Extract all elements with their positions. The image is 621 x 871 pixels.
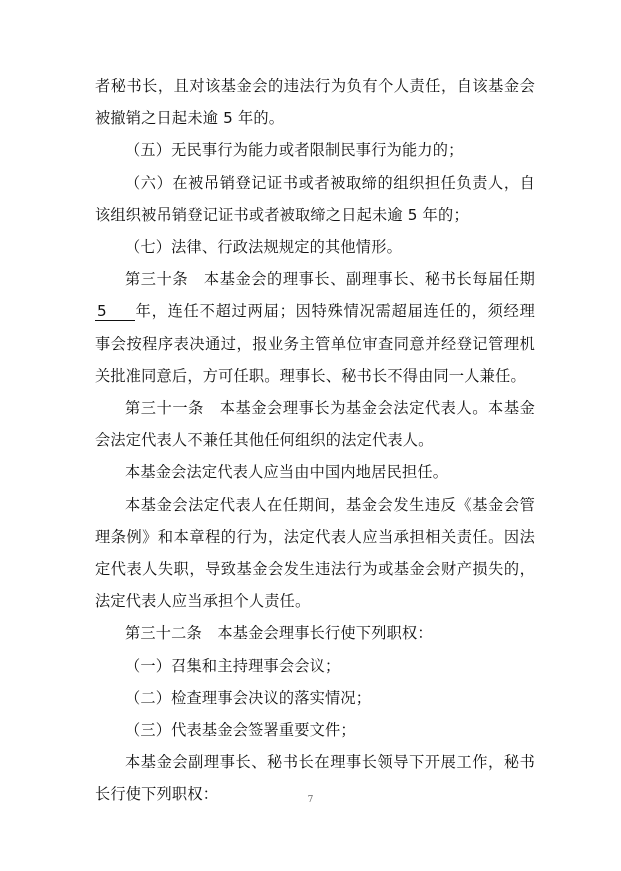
body-text [95,70,535,811]
paragraph-item-five: （五）无民事行为能力或者限制民事行为能力的； [125,141,464,160]
chair-power-three: （三）代表基金会签署重要文件； [125,721,356,740]
paragraph-continuation: 者秘书长，且对该基金会的违法行为负有个人责任，自该基金会被撤销之日起未逾 5 年的。 [95,77,535,128]
chair-power-two: （二）检查理事会决议的落实情况； [125,688,372,707]
term-years-blank: 5 [95,302,135,321]
article-thirty-one: 第三十一条 本基金会理事长为基金会法定代表人。本基金会法定代表人不兼任其他任何组织的法定代表人。 [95,399,535,450]
paragraph-item-seven: （七）法律、行政法规规定的其他情形。 [125,238,402,257]
article-thirty [95,263,535,392]
page-number: 7 [307,795,314,805]
chair-power-one: （一）召集和主持理事会会议； [125,656,341,675]
paragraph-item-six: （六）在被吊销登记证书或者被取缔的组织担任负责人，自该组织被吊销登记证书或者被取缔之日起未逾 5 年的； [95,173,535,224]
article-thirty-two: 第三十二条 本基金会理事长行使下列职权： [125,624,433,643]
legal-representative-residency: 本基金会法定代表人应当由中国内地居民担任。 [125,463,449,482]
article-thirty-after: 年，连任不超过两届；因特殊情况需超届连任的，须经理事会按程序表决通过，报业务主管单位审查同意并经登记管理机关批准同意后，方可任职。理事长、秘书长不得由同一人兼任。 [95,302,535,385]
article-thirty-before: 第三十条 本基金会的理事长、副理事长、秘书长每届任期 [125,270,535,289]
secretary-general-powers-intro: 本基金会副理事长、秘书长在理事长领导下开展工作，秘书长行使下列职权： [95,753,535,804]
legal-representative-liability: 本基金会法定代表人在任期间，基金会发生违反《基金会管理条例》和本章程的行为，法定代表人应当承担相关责任。因法定代表人失职，导致基金会发生违法行为或基金会财产损失的，法定代表人应当承担个人责任。 [95,495,535,611]
